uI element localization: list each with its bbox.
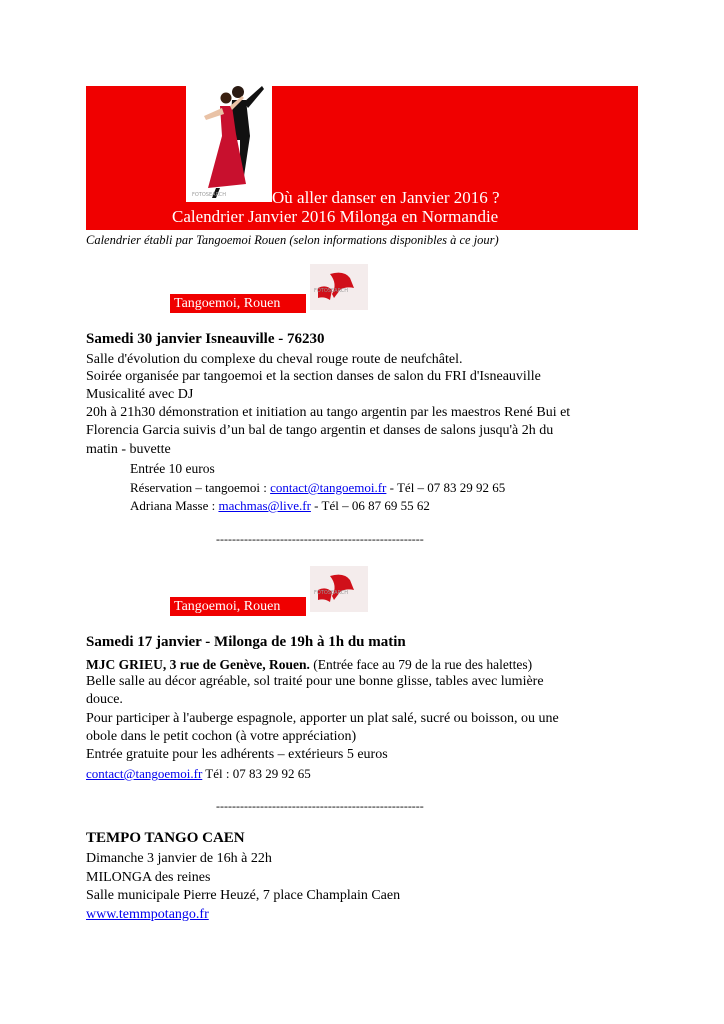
event-text-line: Entrée gratuite pour les adhérents – extérieurs 5 euros xyxy=(86,747,388,762)
dancing-couple-icon xyxy=(186,76,272,202)
reservation-phone: - Tél – 07 83 29 92 65 xyxy=(386,480,506,495)
event-text-line: Salle d'évolution du complexe du cheval rouge route de neufchâtel. xyxy=(86,352,463,367)
event-title: TEMPO TANGO CAEN xyxy=(86,830,245,846)
event-text-line: Musicalité avec DJ xyxy=(86,387,194,402)
venue-name: MJC GRIEU, 3 rue de Genève, Rouen. xyxy=(86,657,310,672)
event-text-line: 20h à 21h30 démonstration et initiation au tango argentin par les maestros René Bui et xyxy=(86,405,571,420)
event-title: Samedi 17 janvier - Milonga de 19h à 1h du matin xyxy=(86,634,406,650)
reservation-line xyxy=(130,479,505,496)
red-shoe-icon xyxy=(310,264,368,310)
header-title-line1: Où aller danser en Janvier 2016 ? xyxy=(272,188,500,207)
venue-detail: (Entrée face au 79 de la rue des halettes) xyxy=(309,657,533,672)
event-text-line: MILONGA des reines xyxy=(86,870,211,885)
svg-text:FOTOSEARCH: FOTOSEARCH xyxy=(314,590,349,596)
event-text-line: obole dans le petit cochon (à votre appréciation) xyxy=(86,729,357,744)
header-banner xyxy=(86,86,638,230)
adriana-phone: - Tél – 06 87 69 55 62 xyxy=(310,498,430,513)
svg-text:FOTOSEARCH: FOTOSEARCH xyxy=(192,192,227,198)
event-text-line: Florencia Garcia suivis d’un bal de tango argentin et danses de salons jusqu'à 2h du xyxy=(86,423,554,438)
reservation-label: Réservation – tangoemoi : xyxy=(130,480,271,495)
event-text-line: Soirée organisée par tangoemoi et la section danses de salon du FRI d'Isneauville xyxy=(86,369,541,384)
event-contact-line xyxy=(86,765,311,782)
tempo-tango-website-link[interactable]: www.temmpotango.fr xyxy=(86,907,209,922)
contact-email-link[interactable]: contact@tangoemoi.fr xyxy=(270,480,387,495)
contact-phone: Tél : 07 83 29 92 65 xyxy=(202,766,311,781)
separator-line: ---------------------------------------------------- xyxy=(216,532,424,546)
svg-text:FOTOSEARCH: FOTOSEARCH xyxy=(314,288,349,294)
event-text-line: Salle municipale Pierre Heuzé, 7 place Champlain Caen xyxy=(86,888,401,903)
header-title-line2: Calendrier Janvier 2016 Milonga en Normandie xyxy=(172,207,499,226)
separator-line: ---------------------------------------------------- xyxy=(216,799,424,813)
red-shoe-icon xyxy=(310,566,368,612)
calendar-subtitle: Calendrier établi par Tangoemoi Rouen (selon informations disponibles à ce jour) xyxy=(86,233,499,247)
shoe-thumbnail xyxy=(310,566,368,612)
event-tag-tangoemoi: Tangoemoi, Rouen xyxy=(170,294,306,313)
contact-email-link[interactable]: contact@tangoemoi.fr xyxy=(86,766,203,781)
event-text-line: Belle salle au décor agréable, sol traité pour une bonne glisse, tables avec lumière xyxy=(86,674,544,689)
adriana-email-link[interactable]: machmas@live.fr xyxy=(218,498,311,513)
event-text-line: Pour participer à l'auberge espagnole, apporter un plat salé, sucré ou boisson, ou une xyxy=(86,711,559,726)
event-venue xyxy=(86,656,532,673)
adriana-line xyxy=(130,497,430,514)
event-entry-price: Entrée 10 euros xyxy=(130,461,215,476)
dancing-couple-photo xyxy=(186,76,272,202)
event-text-line: Dimanche 3 janvier de 16h à 22h xyxy=(86,851,272,866)
event-text-line: douce. xyxy=(86,692,123,707)
adriana-label: Adriana Masse : xyxy=(130,498,219,513)
shoe-thumbnail xyxy=(310,264,368,310)
event-text-line: matin - buvette xyxy=(86,442,171,457)
event-tag-tangoemoi: Tangoemoi, Rouen xyxy=(170,597,306,616)
event-title: Samedi 30 janvier Isneauville - 76230 xyxy=(86,331,325,347)
